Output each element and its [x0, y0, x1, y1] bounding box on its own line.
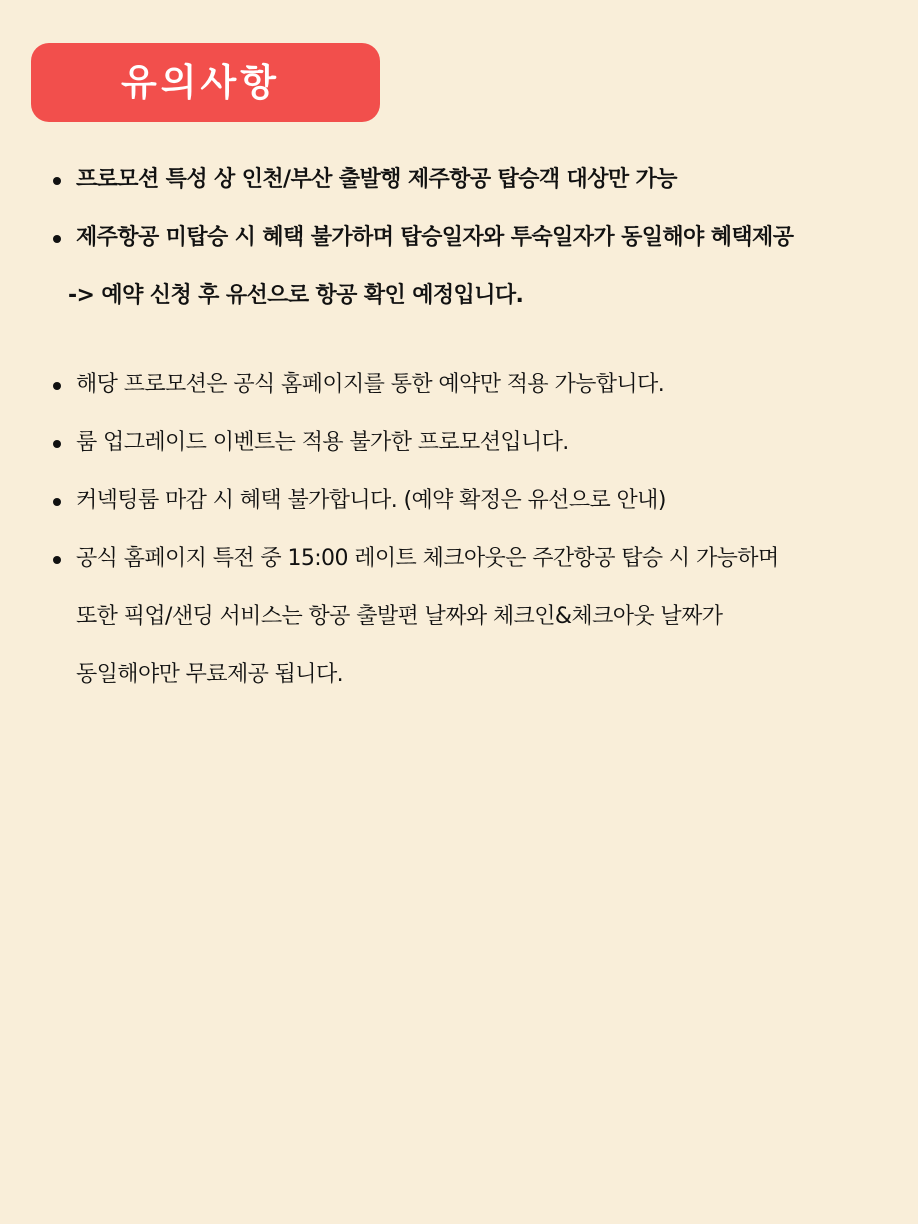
- notice-item: 공식 홈페이지 특전 중 15:00 레이트 체크아웃은 주간항공 탑승 시 가능하며: [76, 546, 779, 571]
- bullet-icon: [53, 556, 61, 564]
- notice-item-continuation: 동일해야만 무료제공 됩니다.: [76, 662, 344, 687]
- notice-item: 커넥팅룸 마감 시 혜택 불가합니다. (예약 확정은 유선으로 안내): [76, 488, 666, 513]
- bullet-icon: [53, 498, 61, 506]
- notice-item-bold-continuation: -> 예약 신청 후 유선으로 항공 확인 예정입니다.: [68, 283, 524, 308]
- notice-header-badge: [31, 43, 380, 122]
- notice-title: 유의사항: [121, 61, 280, 104]
- notice-item: 해당 프로모션은 공식 홈페이지를 통한 예약만 적용 가능합니다.: [76, 372, 665, 397]
- bullet-icon: [53, 177, 61, 185]
- notice-item-continuation: 또한 픽업/샌딩 서비스는 항공 출발편 날짜와 체크인&체크아웃 날짜가: [76, 604, 723, 629]
- bullet-icon: [53, 235, 61, 243]
- bullet-icon: [53, 382, 61, 390]
- notice-item: 룸 업그레이드 이벤트는 적용 불가한 프로모션입니다.: [76, 430, 569, 455]
- bullet-icon: [53, 440, 61, 448]
- notice-item-bold: 제주항공 미탑승 시 혜택 불가하며 탑승일자와 투숙일자가 동일해야 혜택제공: [76, 225, 794, 250]
- notice-item-bold: 프로모션 특성 상 인천/부산 출발행 제주항공 탑승객 대상만 가능: [76, 167, 677, 192]
